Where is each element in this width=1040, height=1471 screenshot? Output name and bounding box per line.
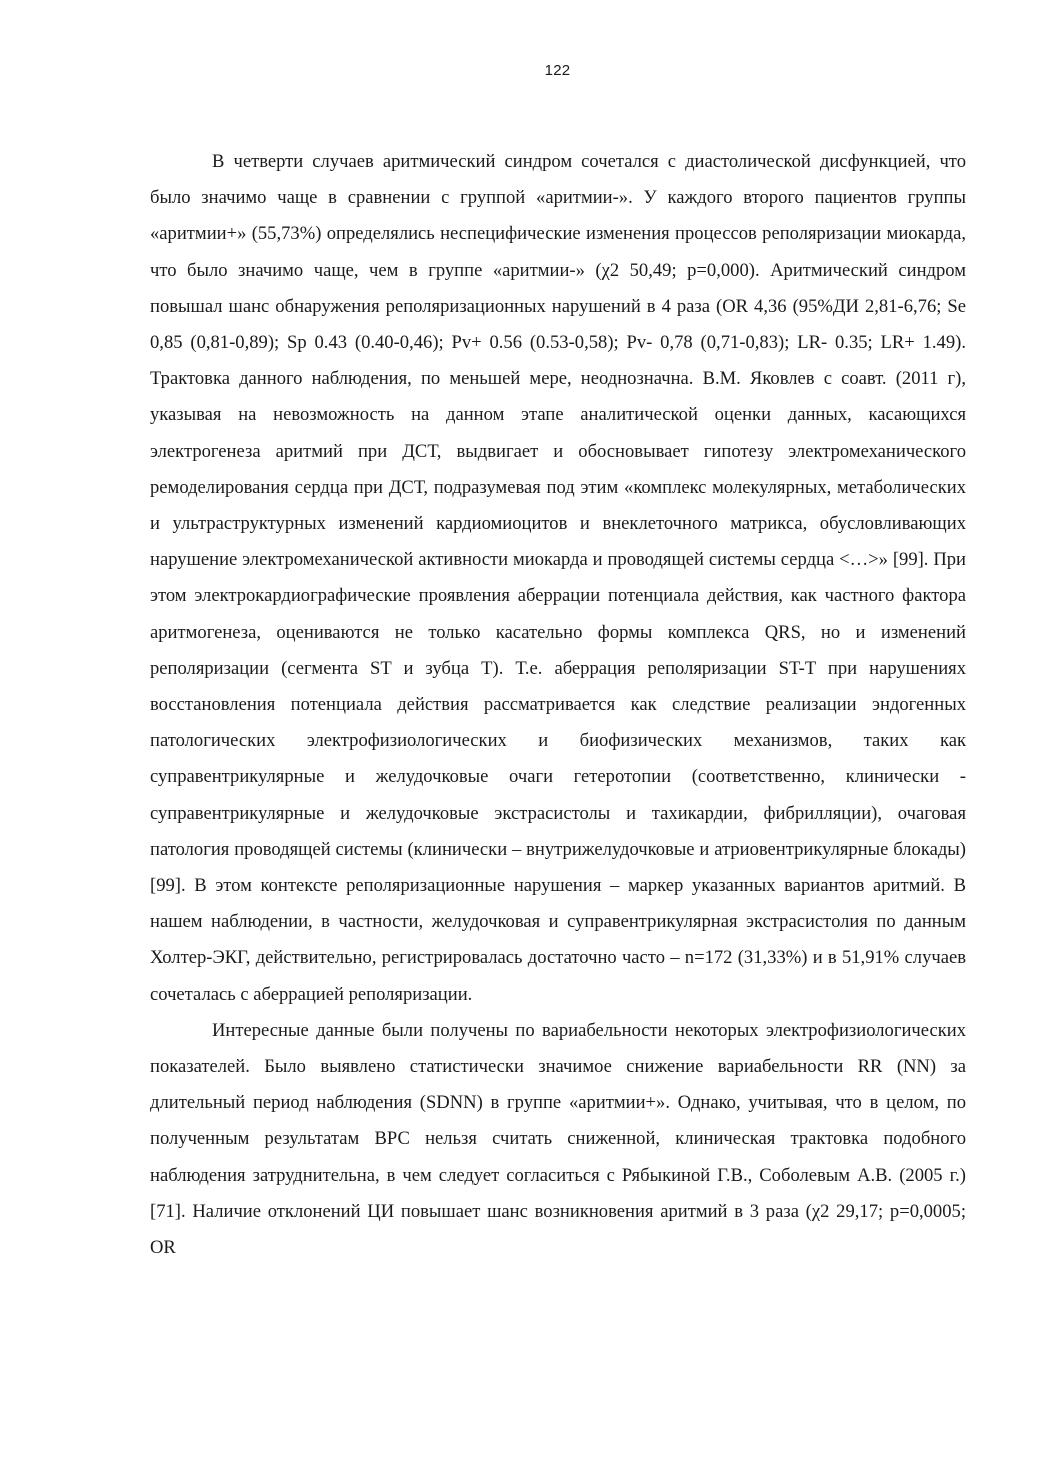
paragraph: В четверти случаев аритмический синдром сочетался с диастолической дисфункцией, что было значимо чаще в сравнении с группой «аритмии-». У каждого второго пациентов группы «аритмии+» (55,73%) определялись неспецифические изменения процессов реполяризации миокарда, что было значимо чаще, чем в группе «аритмии-» (χ2 50,49; p=0,000). Аритмический синдром повышал шанс обнаружения реполяризационных нарушений в 4 раза (OR 4,36 (95%ДИ 2,81-6,76; Se 0,85 (0,81-0,89); Sp 0.43 (0.40-0,46); Pv+ 0.56 (0.53-0,58); Pv- 0,78 (0,71-0,83); LR- 0.35; LR+ 1.49). Трактовка данного наблюдения, по меньшей мере, неоднозначна. В.М. Яковлев с соавт. (2011 г), указывая на невозможность на данном этапе аналитической оценки данных, касающихся электрогенеза аритмий при ДСТ, выдвигает и обосновывает гипотезу электромеханического ремоделирования сердца при ДСТ, подразумевая под этим «комплекс молекулярных, метаболических и ультраструктурных изменений кардиомиоцитов и внеклеточного матрикса, обусловливающих нарушение электромеханической активности миокарда и проводящей системы сердца <…>» [99]. При этом электрокардиографические проявления аберрации потенциала действия, как частного фактора аритмогенеза, оцениваются не только касательно формы комплекса QRS, но и изменений реполяризации (сегмента ST и зубца T). Т.е. аберрация реполяризации ST-T при нарушениях восстановления потенциала действия рассматривается как следствие реализации эндогенных патологических электрофизиологических и биофизических механизмов, таких как суправентрикулярные и желудочковые очаги гетеротопии (соответственно, клинически - суправентрикулярные и желудочковые экстрасистолы и тахикардии, фибрилляции), очаговая патология проводящей системы (клинически – внутрижелудочковые и атриовентрикулярные блокады) [99]. В этом контексте реполяризационные нарушения – маркер указанных вариантов аритмий. В нашем наблюдении, в частности, желудочковая и суправентрикулярная экстрасистолия по данным Холтер-ЭКГ, действительно, регистрировалась достаточно часто – n=172 (31,33%) и в 51,91% случаев сочеталась с аберрацией реполяризации.: [150, 151, 966, 1005]
document-body: [150, 144, 966, 1266]
page-number: 122: [544, 62, 571, 79]
paragraph: Интересные данные были получены по вариабельности некоторых электрофизиологических показателей. Было выявлено статистически значимое снижение вариабельности RR (NN) за длительный период наблюдения (SDNN) в группе «аритмии+». Однако, учитывая, что в целом, по полученным результатам ВРС нельзя считать сниженной, клиническая трактовка подобного наблюдения затруднительна, в чем следует согласиться с Рябыкиной Г.В., Соболевым А.В. (2005 г.) [71]. Наличие отклонений ЦИ повышает шанс возникновения аритмий в 3 раза (χ2 29,17; p=0,0005; OR: [150, 1019, 966, 1259]
